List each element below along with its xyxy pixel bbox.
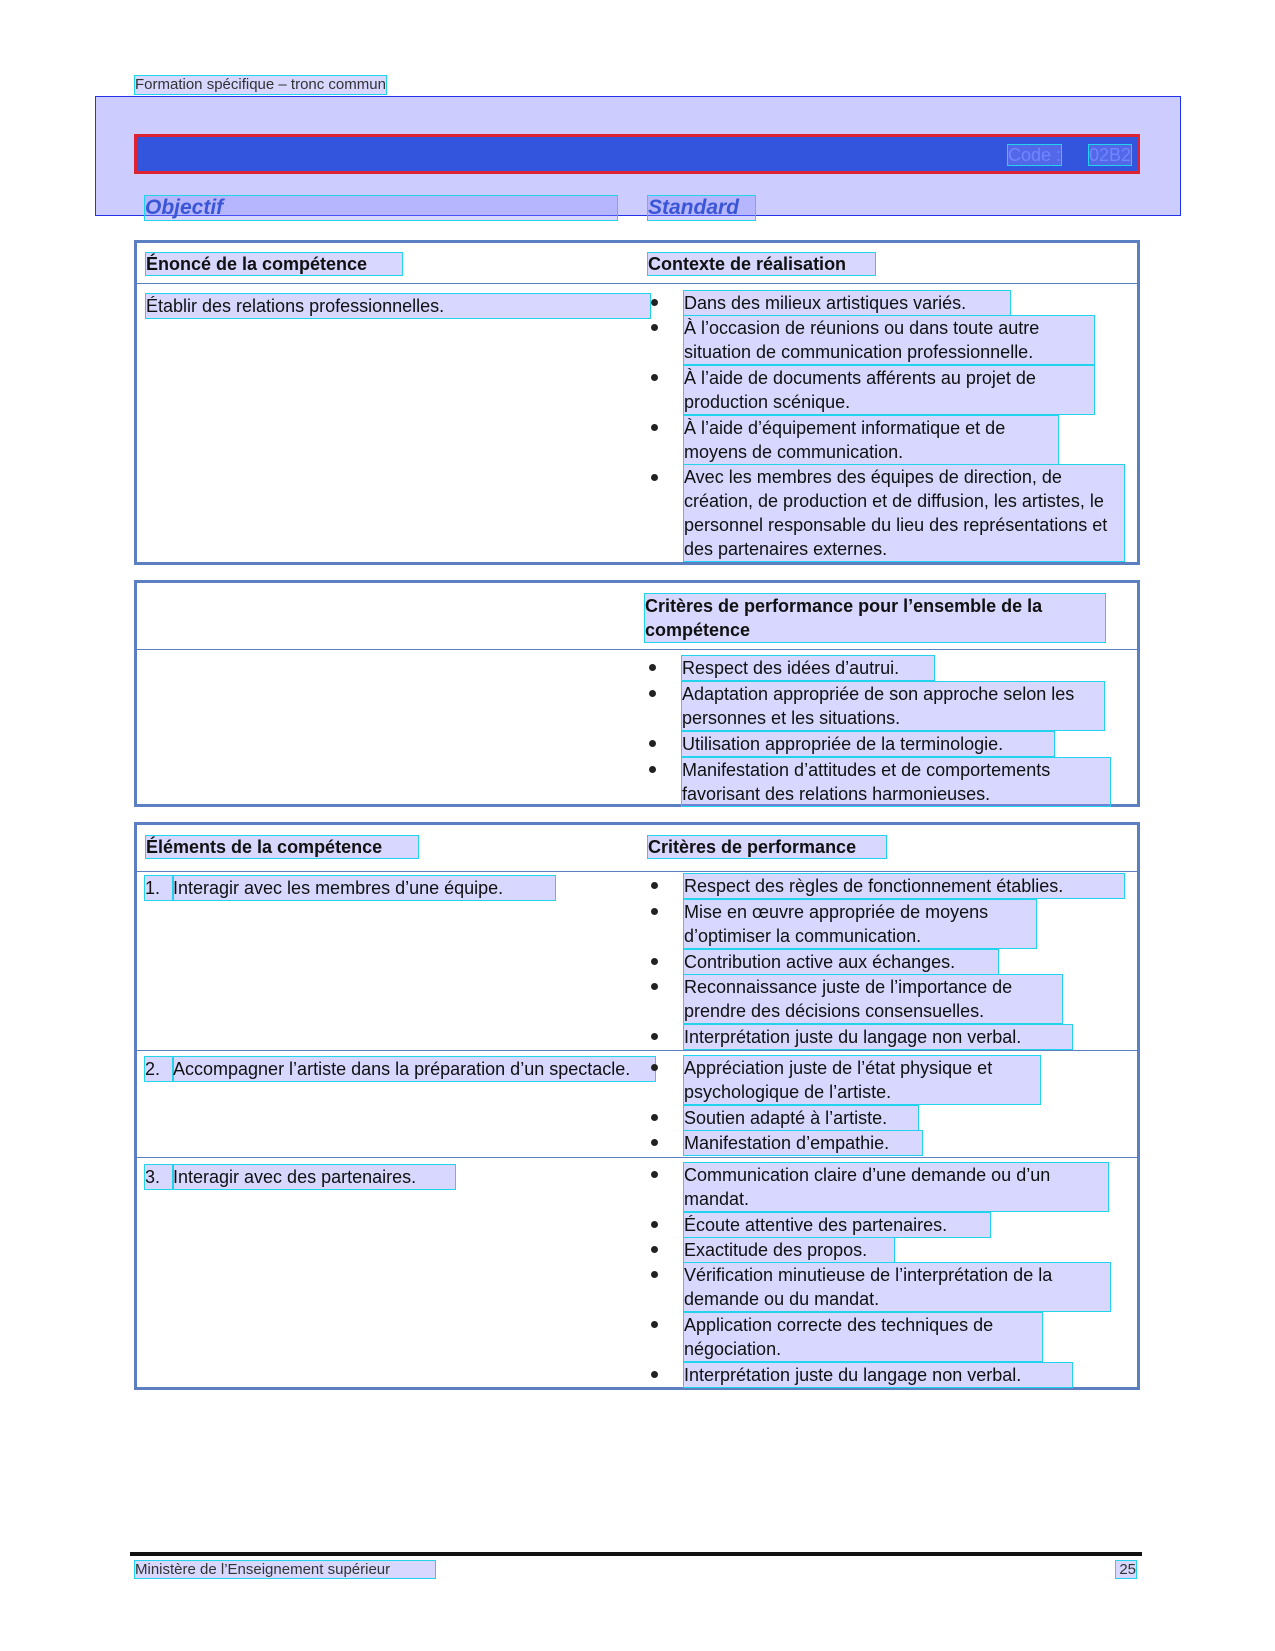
table-divider (137, 871, 1137, 872)
criteria-item: Exactitude des propos. (684, 1238, 894, 1262)
bullet-icon (651, 1221, 658, 1228)
context-item: À l’aide de documents afférents au projet de production scénique. (684, 366, 1094, 414)
criteria-item: Soutien adapté à l’artiste. (684, 1106, 918, 1130)
code-label: Code : (1007, 145, 1061, 165)
table-divider (137, 649, 1137, 650)
table-divider (137, 283, 1137, 284)
element-text: Accompagner l’artiste dans la préparation d’un spectacle. (173, 1057, 655, 1081)
footer-ministry: Ministère de l’Enseignement supérieur (135, 1561, 435, 1578)
bullet-icon (649, 690, 656, 697)
criteria-item: Application correcte des techniques de négociation. (684, 1313, 1042, 1361)
element-text: Interagir avec des partenaires. (173, 1165, 455, 1189)
context-item: À l’aide d’équipement informatique et de moyens de communication. (684, 416, 1058, 464)
overall-criteria-item: Adaptation appropriée de son approche selon les personnes et les situations. (682, 682, 1104, 730)
bullet-icon (651, 1371, 658, 1378)
bullet-icon (651, 882, 658, 889)
page-number: 25 (1116, 1561, 1136, 1578)
criteria-item: Contribution active aux échanges. (684, 950, 998, 974)
bullet-icon (651, 1246, 658, 1253)
objective-label: Objectif (145, 196, 617, 220)
bullet-icon (651, 1139, 658, 1146)
elements-header: Éléments de la compétence (146, 836, 418, 858)
overall-criteria-item: Utilisation appropriée de la terminologie. (682, 732, 1054, 756)
bullet-icon (649, 766, 656, 773)
overall-criteria-item: Manifestation d’attitudes et de comportements favorisant des relations harmonieuses. (682, 758, 1110, 806)
criteria-header: Critères de performance (648, 836, 886, 858)
criteria-item: Reconnaissance juste de l’importance de prendre des décisions consensuelles. (684, 975, 1062, 1023)
bullet-icon (651, 299, 658, 306)
element-number: 2. (145, 1057, 173, 1081)
bullet-icon (651, 374, 658, 381)
competence-statement: Établir des relations professionnelles. (146, 294, 650, 318)
statement-header: Énoncé de la compétence (146, 253, 402, 275)
table-divider (137, 1050, 1137, 1051)
standard-label: Standard (648, 196, 755, 220)
overall-criteria-item: Respect des idées d’autrui. (682, 656, 934, 680)
code-value: 02B2 (1088, 145, 1131, 165)
context-item: Avec les membres des équipes de direction, de création, de production et de diffusion, les artistes, le personnel responsable du lieu des représentations et des partenaires externes. (684, 465, 1124, 561)
bullet-icon (651, 424, 658, 431)
element-number: 3. (145, 1165, 173, 1189)
bullet-icon (649, 740, 656, 747)
bullet-icon (651, 1321, 658, 1328)
bullet-icon (651, 1114, 658, 1121)
bullet-icon (651, 983, 658, 990)
criteria-item: Vérification minutieuse de l’interprétation de la demande ou du mandat. (684, 1263, 1110, 1311)
bullet-icon (651, 1033, 658, 1040)
footer-rule (130, 1552, 1142, 1556)
criteria-item: Respect des règles de fonctionnement établies. (684, 874, 1124, 898)
bullet-icon (651, 958, 658, 965)
criteria-item: Manifestation d’empathie. (684, 1131, 922, 1155)
context-header: Contexte de réalisation (648, 253, 875, 275)
criteria-item: Mise en œuvre appropriée de moyens d’optimiser la communication. (684, 900, 1036, 948)
bullet-icon (651, 908, 658, 915)
competency-code-bar (134, 134, 1140, 174)
bullet-icon (651, 1271, 658, 1278)
criteria-item: Écoute attentive des partenaires. (684, 1213, 990, 1237)
overall-criteria-header: Critères de performance pour l’ensemble de la compétence (645, 594, 1105, 642)
context-item: Dans des milieux artistiques variés. (684, 291, 1010, 315)
element-text: Interagir avec les membres d’une équipe. (173, 876, 555, 900)
element-number: 1. (145, 876, 173, 900)
bullet-icon (651, 1064, 658, 1071)
bullet-icon (649, 664, 656, 671)
context-item: À l’occasion de réunions ou dans toute autre situation de communication professionnelle. (684, 316, 1094, 364)
criteria-item: Appréciation juste de l’état physique et psychologique de l’artiste. (684, 1056, 1040, 1104)
criteria-item: Communication claire d’une demande ou d’un mandat. (684, 1163, 1108, 1211)
bullet-icon (651, 474, 658, 481)
table-divider (137, 1157, 1137, 1158)
bullet-icon (651, 324, 658, 331)
criteria-item: Interprétation juste du langage non verbal. (684, 1363, 1072, 1387)
criteria-item: Interprétation juste du langage non verbal. (684, 1025, 1072, 1049)
program-header: Formation spécifique – tronc commun (135, 76, 386, 93)
bullet-icon (651, 1171, 658, 1178)
